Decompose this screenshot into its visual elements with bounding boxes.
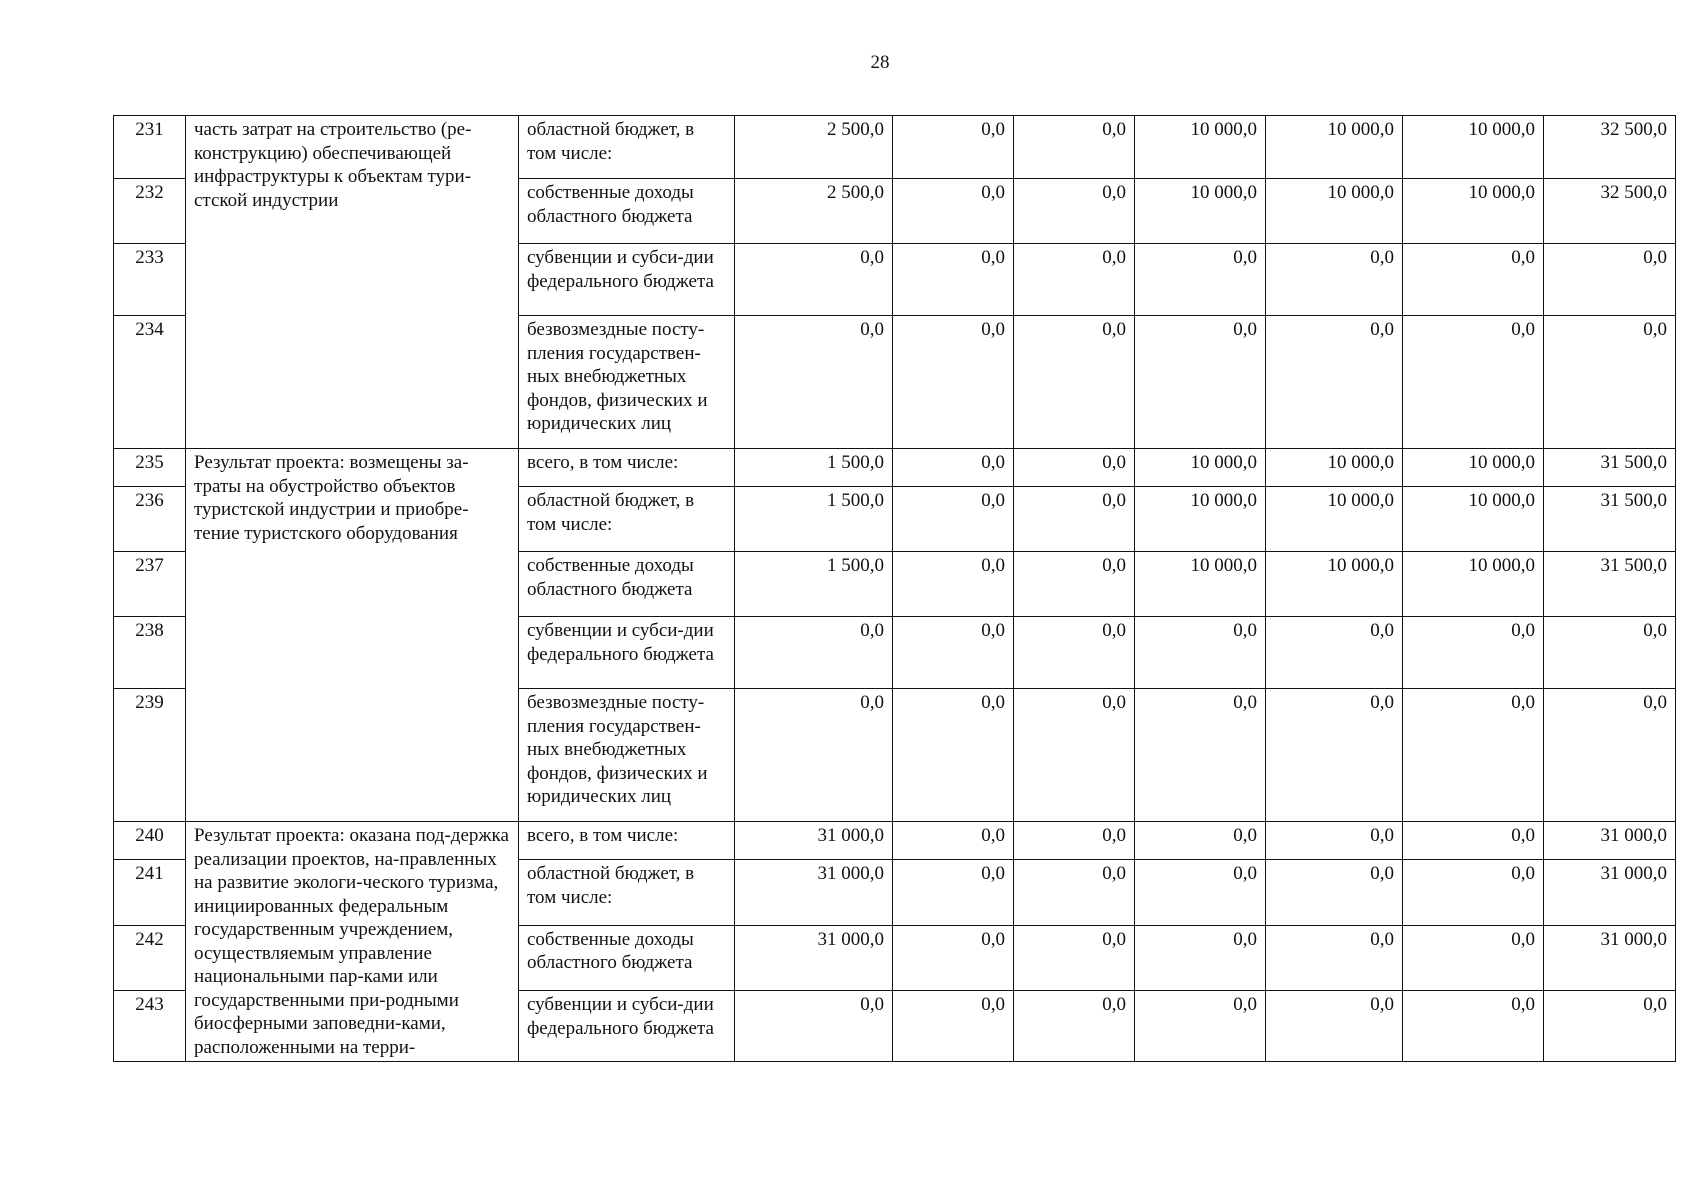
amount-cell: 0,0: [1403, 991, 1544, 1062]
row-number: 234: [114, 316, 186, 449]
amount-cell: 0,0: [1403, 617, 1544, 689]
amount-cell: 1 500,0: [735, 449, 893, 487]
amount-cell: 0,0: [893, 116, 1014, 179]
amount-cell: 0,0: [1014, 179, 1135, 244]
amount-cell: 0,0: [1135, 925, 1266, 991]
amount-cell: 10 000,0: [1266, 552, 1403, 617]
row-number: 242: [114, 925, 186, 991]
amount-cell: 10 000,0: [1135, 116, 1266, 179]
amount-cell: 0,0: [1014, 617, 1135, 689]
amount-cell: 0,0: [1135, 822, 1266, 860]
amount-cell: 31 000,0: [735, 925, 893, 991]
amount-cell: 0,0: [735, 617, 893, 689]
amount-cell: 10 000,0: [1266, 487, 1403, 552]
amount-cell: 32 500,0: [1544, 179, 1676, 244]
amount-cell: 0,0: [1544, 244, 1676, 316]
amount-cell: 31 000,0: [735, 822, 893, 860]
amount-cell: 0,0: [1266, 316, 1403, 449]
row-number: 238: [114, 617, 186, 689]
funding-source: областной бюджет, в том числе:: [519, 487, 735, 552]
amount-cell: 0,0: [893, 244, 1014, 316]
amount-cell: 0,0: [1014, 822, 1135, 860]
funding-source: собственные доходы областного бюджета: [519, 552, 735, 617]
amount-cell: 10 000,0: [1403, 116, 1544, 179]
amount-cell: 10 000,0: [1135, 552, 1266, 617]
amount-cell: 0,0: [893, 179, 1014, 244]
amount-cell: 0,0: [1135, 991, 1266, 1062]
amount-cell: 0,0: [735, 689, 893, 822]
amount-cell: 32 500,0: [1544, 116, 1676, 179]
funding-source: собственные доходы областного бюджета: [519, 925, 735, 991]
amount-cell: 0,0: [1266, 991, 1403, 1062]
funding-source: областной бюджет, в том числе:: [519, 116, 735, 179]
amount-cell: 0,0: [1266, 617, 1403, 689]
amount-cell: 0,0: [1403, 822, 1544, 860]
amount-cell: 10 000,0: [1403, 179, 1544, 244]
amount-cell: 0,0: [1544, 316, 1676, 449]
funding-source: безвозмездные посту-пления государствен-ных внебюджетных фондов, физических и юридических лиц: [519, 689, 735, 822]
amount-cell: 0,0: [1544, 991, 1676, 1062]
amount-cell: 0,0: [1014, 689, 1135, 822]
row-number: 235: [114, 449, 186, 487]
amount-cell: 0,0: [1135, 617, 1266, 689]
amount-cell: 0,0: [893, 822, 1014, 860]
funding-source: безвозмездные посту-пления государствен-ных внебюджетных фондов, физических и юридических лиц: [519, 316, 735, 449]
funding-source: собственные доходы областного бюджета: [519, 179, 735, 244]
amount-cell: 0,0: [1014, 991, 1135, 1062]
amount-cell: 0,0: [1403, 244, 1544, 316]
amount-cell: 0,0: [1014, 487, 1135, 552]
amount-cell: 1 500,0: [735, 552, 893, 617]
amount-cell: 10 000,0: [1135, 449, 1266, 487]
row-number: 241: [114, 860, 186, 926]
amount-cell: 2 500,0: [735, 179, 893, 244]
amount-cell: 31 500,0: [1544, 552, 1676, 617]
amount-cell: 10 000,0: [1135, 487, 1266, 552]
amount-cell: 0,0: [1014, 244, 1135, 316]
amount-cell: 10 000,0: [1135, 179, 1266, 244]
amount-cell: 10 000,0: [1403, 552, 1544, 617]
amount-cell: 0,0: [1403, 689, 1544, 822]
amount-cell: 31 000,0: [1544, 860, 1676, 926]
amount-cell: 0,0: [1544, 617, 1676, 689]
amount-cell: 0,0: [1266, 244, 1403, 316]
amount-cell: 10 000,0: [1403, 487, 1544, 552]
amount-cell: 10 000,0: [1266, 116, 1403, 179]
measure-description: Результат проекта: оказана под-держка реализации проектов, на-правленных на развитие экологи-ческого туризма, инициированных федеральным государственным учреждением, осуществляемым управление национальными пар-ками или государственными при-родными биосферными заповедни-ками, расположенными на терри-: [186, 822, 519, 1062]
amount-cell: 0,0: [735, 991, 893, 1062]
amount-cell: 0,0: [893, 689, 1014, 822]
amount-cell: 31 500,0: [1544, 487, 1676, 552]
amount-cell: 0,0: [1266, 860, 1403, 926]
row-number: 243: [114, 991, 186, 1062]
funding-source: всего, в том числе:: [519, 449, 735, 487]
row-number: 231: [114, 116, 186, 179]
amount-cell: 31 000,0: [1544, 925, 1676, 991]
table-row: [114, 116, 1676, 179]
amount-cell: 10 000,0: [1266, 179, 1403, 244]
amount-cell: 0,0: [1403, 316, 1544, 449]
amount-cell: 0,0: [735, 244, 893, 316]
amount-cell: 0,0: [1135, 689, 1266, 822]
amount-cell: 0,0: [893, 487, 1014, 552]
amount-cell: 0,0: [1403, 860, 1544, 926]
amount-cell: 0,0: [1135, 860, 1266, 926]
amount-cell: 0,0: [735, 316, 893, 449]
amount-cell: 31 000,0: [1544, 822, 1676, 860]
amount-cell: 10 000,0: [1403, 449, 1544, 487]
table-body: [114, 116, 1676, 1062]
funding-source: субвенции и субси-дии федерального бюджета: [519, 991, 735, 1062]
amount-cell: 0,0: [893, 316, 1014, 449]
row-number: 233: [114, 244, 186, 316]
amount-cell: 1 500,0: [735, 487, 893, 552]
amount-cell: 0,0: [1135, 316, 1266, 449]
measure-description: Результат проекта: возмещены за-траты на обустройство объектов туристской индустрии и приобре-тение туристского оборудования: [186, 449, 519, 822]
amount-cell: 0,0: [1014, 552, 1135, 617]
amount-cell: 0,0: [1014, 925, 1135, 991]
amount-cell: 0,0: [1266, 689, 1403, 822]
amount-cell: 2 500,0: [735, 116, 893, 179]
amount-cell: 0,0: [893, 860, 1014, 926]
funding-source: субвенции и субси-дии федерального бюджета: [519, 244, 735, 316]
amount-cell: 31 500,0: [1544, 449, 1676, 487]
page-number: 28: [870, 52, 890, 73]
amount-cell: 0,0: [893, 552, 1014, 617]
row-number: 240: [114, 822, 186, 860]
table-row: [114, 822, 1676, 860]
amount-cell: 0,0: [1014, 316, 1135, 449]
row-number: 237: [114, 552, 186, 617]
amount-cell: 0,0: [1403, 925, 1544, 991]
table-row: [114, 449, 1676, 487]
amount-cell: 0,0: [1014, 449, 1135, 487]
amount-cell: 31 000,0: [735, 860, 893, 926]
row-number: 239: [114, 689, 186, 822]
amount-cell: 0,0: [893, 449, 1014, 487]
amount-cell: 0,0: [1266, 822, 1403, 860]
amount-cell: 0,0: [893, 991, 1014, 1062]
row-number: 232: [114, 179, 186, 244]
amount-cell: 10 000,0: [1266, 449, 1403, 487]
amount-cell: 0,0: [893, 925, 1014, 991]
measure-description: часть затрат на строительство (ре-конструкцию) обеспечивающей инфраструктуры к объектам тури-стской индустрии: [186, 116, 519, 449]
amount-cell: 0,0: [1014, 116, 1135, 179]
amount-cell: 0,0: [1266, 925, 1403, 991]
amount-cell: 0,0: [1014, 860, 1135, 926]
amount-cell: 0,0: [893, 617, 1014, 689]
budget-table: [113, 115, 1676, 1062]
funding-source: субвенции и субси-дии федерального бюджета: [519, 617, 735, 689]
amount-cell: 0,0: [1135, 244, 1266, 316]
row-number: 236: [114, 487, 186, 552]
funding-source: областной бюджет, в том числе:: [519, 860, 735, 926]
funding-source: всего, в том числе:: [519, 822, 735, 860]
amount-cell: 0,0: [1544, 689, 1676, 822]
